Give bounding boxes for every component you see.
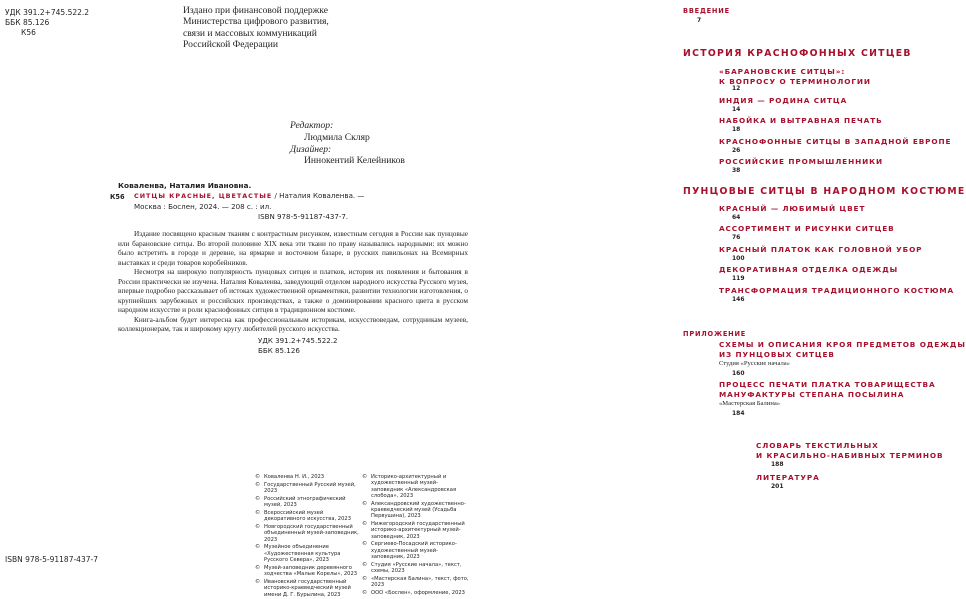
card-author: Коваленва, Наталия Ивановна.	[118, 181, 252, 190]
support-line: связи и массовых коммуникаций	[183, 27, 317, 39]
catalog-codes	[5, 8, 89, 38]
toc-page-number: 76	[732, 234, 741, 241]
toc-page-number: 7	[697, 17, 702, 24]
support-line: Российской Федерации	[183, 39, 278, 51]
support-line: Министерства цифрового развития,	[183, 16, 329, 28]
annotation-paragraph: Несмотря на широкую популярность пунцовых ситцев и платков, история их появления и бытования в России практически не изучена. Наталия Коваленва, заведующий отделом народного искусства Русского музея, впервые подробно рассказывает об истоках художественной орнаментики, развитии технологии изготовления, о крупнейших зарубежных и российских производствах, а также о доминировании красного цвета в русском народном искусстве и роли краснофонных ситцев в традиционном костюме.	[118, 267, 468, 315]
toc-item: НАБОЙКА И ВЫТРАВНАЯ ПЕЧАТЬ	[719, 116, 883, 125]
copyright-row: © Всероссийский музей декоративного искусства, 2023	[255, 509, 352, 523]
toc-item: СЛОВАРЬ ТЕКСТИЛЬНЫХ И КРАСИЛЬНО-НАБИВНЫХ ТЕРМИНОВ	[756, 441, 944, 460]
toc-page-number: 160	[732, 370, 745, 377]
toc-intro: ВВЕДЕНИЕ	[683, 7, 730, 15]
copyright-row: © Российский этнографический музей, 2023	[255, 495, 346, 509]
toc-section-heading: ПРИЛОЖЕНИЕ	[683, 330, 747, 338]
toc-item: ПРОЦЕСС ПЕЧАТИ ПЛАТКА ТОВАРИЩЕСТВА МАНУФАКТУРЫ СТЕПАНА ПОСЫЛИНА	[719, 380, 936, 399]
card-isbn: ISBN 978-5-91187-437-7.	[258, 211, 349, 221]
toc-item: ЛИТЕРАТУРА	[756, 473, 820, 482]
copyright-row: © Нижегородский государственный историко-архитектурный музей-заповедник, 2023	[362, 521, 465, 540]
copyright-row: © Историко-архитектурный и художественный музей-заповедник «Александровская слобода», 2023	[362, 474, 457, 499]
card-bbk: ББК 85.126	[258, 345, 300, 355]
annotation	[118, 229, 468, 334]
toc-section-heading: ИСТОРИЯ КРАСНОФОННЫХ СИТЦЕВ	[683, 48, 912, 59]
toc-page-number: 100	[732, 255, 745, 262]
editor-role: Редактор:	[290, 120, 334, 131]
toc-page-number: 146	[732, 296, 745, 303]
udk-code: УДК 391.2+745.522.2	[5, 8, 90, 17]
isbn-bottom: ISBN 978-5-91187-437-7	[5, 555, 98, 564]
credits	[290, 120, 405, 167]
toc-item: КРАСНЫЙ ПЛАТОК КАК ГОЛОВНОЙ УБОР	[719, 245, 923, 254]
toc-page-number: 119	[732, 275, 745, 282]
toc-item: СХЕМЫ И ОПИСАНИЯ КРОЯ ПРЕДМЕТОВ ОДЕЖДЫ ИЗ ПУНЦОВЫХ СИТЦЕВ	[719, 340, 966, 359]
copyright-column-2	[362, 474, 470, 598]
copyright-row: © Музейное объединение «Художественная культура Русского Севера», 2023	[255, 544, 341, 564]
toc-page-number: 12	[732, 85, 741, 92]
toc-page-number: 38	[732, 167, 741, 174]
toc-item: КРАСНОФОННЫЕ СИТЦЫ В ЗАПАДНОЙ ЕВРОПЕ	[719, 137, 952, 146]
copyright-row: © Музей-заповедник деревянного зодчества «Малые Корелы», 2023	[255, 564, 358, 578]
toc-page-number: 14	[732, 106, 741, 113]
copyright-row: © «Мастерская Балина», текст, фото, 2023	[362, 575, 469, 589]
toc-item-note: «Мастерская Балина»	[719, 400, 781, 407]
bbk-code: ББК 85.126	[5, 18, 50, 27]
toc-page-number: 26	[732, 147, 741, 154]
toc-page-number: 64	[732, 214, 741, 221]
copyright-row: © Коваленва Н. И., 2023	[255, 474, 325, 480]
support-note	[183, 5, 383, 51]
toc-section-heading: ПУНЦОВЫЕ СИТЦЫ В НАРОДНОМ КОСТЮМЕ	[683, 186, 966, 197]
toc-page-number: 188	[771, 461, 784, 468]
toc-page-number: 201	[771, 483, 784, 490]
card-udk: УДК 391.2+745.522.2	[258, 335, 338, 345]
copyright-row: © Студия «Русские начала», текст, схемы, 2023	[362, 561, 462, 575]
toc-item: РОССИЙСКИЕ ПРОМЫШЛЕННИКИ	[719, 157, 883, 166]
toc-item: АССОРТИМЕНТ И РИСУНКИ СИТЦЕВ	[719, 224, 895, 233]
toc-page-number: 184	[732, 410, 745, 417]
toc-item: КРАСНЫЙ — ЛЮБИМЫЙ ЦВЕТ	[719, 204, 866, 213]
support-line: Издано при финансовой поддержке	[183, 5, 328, 16]
toc-item: ТРАНСФОРМАЦИЯ ТРАДИЦИОННОГО КОСТЮМА	[719, 286, 955, 295]
toc-item: «БАРАНОВСКИЕ СИТЦЫ»: К ВОПРОСУ О ТЕРМИНОЛОГИИ	[719, 67, 871, 86]
annotation-paragraph: Книга-альбом будет интересна как профессиональным историкам, искусствоведам, сотрудникам музеев, коллекционерам, так и широкому кругу любителей русского искусства.	[118, 314, 468, 334]
copyright-row: © Александровский художественно-краеведческий музей (Усадьба Первушина), 2023	[362, 500, 466, 520]
toc-item: ДЕКОРАТИВНАЯ ОТДЕЛКА ОДЕЖДЫ	[719, 265, 899, 274]
card-title: СИТЦЫ КРАСНЫЕ, ЦВЕТАСТЫЕ	[134, 192, 273, 201]
designer-role: Дизайнер:	[290, 143, 332, 155]
annotation-paragraph: Издание посвящено красным тканям с контрастным рисунком, известным сегодня в России как пунцовые или барановские ситцы. Во второй половине XIX века эти ткани по праву назывались народными: их можно было встретить в городе и деревне, на ярмарке и восточном базаре, в русских павильонах на Всемирных выставках и среди товаров коробейников.	[118, 229, 468, 267]
copyright-row: © ООО «Бослен», оформление, 2023	[362, 590, 465, 597]
card-title-rest: / Наталия Коваленва. —	[272, 191, 365, 201]
catalog-card	[118, 181, 468, 356]
card-imprint: Москва : Бослен, 2024. — 208 с. : ил.	[134, 201, 272, 211]
toc-item: ИНДИЯ — РОДИНА СИТЦА	[719, 96, 848, 105]
copyright-row: © Ивановский государственный историко-краеведческий музей имени Д. Г. Бурылина, 2023	[255, 578, 351, 598]
designer-name: Иннокентий Келейников	[304, 155, 405, 167]
toc-page-number: 18	[732, 126, 741, 133]
card-author-mark: К56	[110, 193, 125, 201]
copyright-row: © Новгородский государственный объединенный музей-заповедник, 2023	[255, 524, 359, 543]
card-title-line	[118, 191, 468, 201]
toc-item-note: Студия «Русские начала»	[719, 360, 790, 367]
copyright-column-1	[255, 474, 363, 599]
author-mark-code: К56	[21, 28, 36, 37]
copyright-row: © Государственный Русский музей, 2023	[255, 481, 356, 495]
copyright-row: © Сергиево-Посадский историко-художественный музей-заповедник, 2023	[362, 541, 457, 561]
editor-name: Людмила Скляр	[304, 131, 370, 143]
